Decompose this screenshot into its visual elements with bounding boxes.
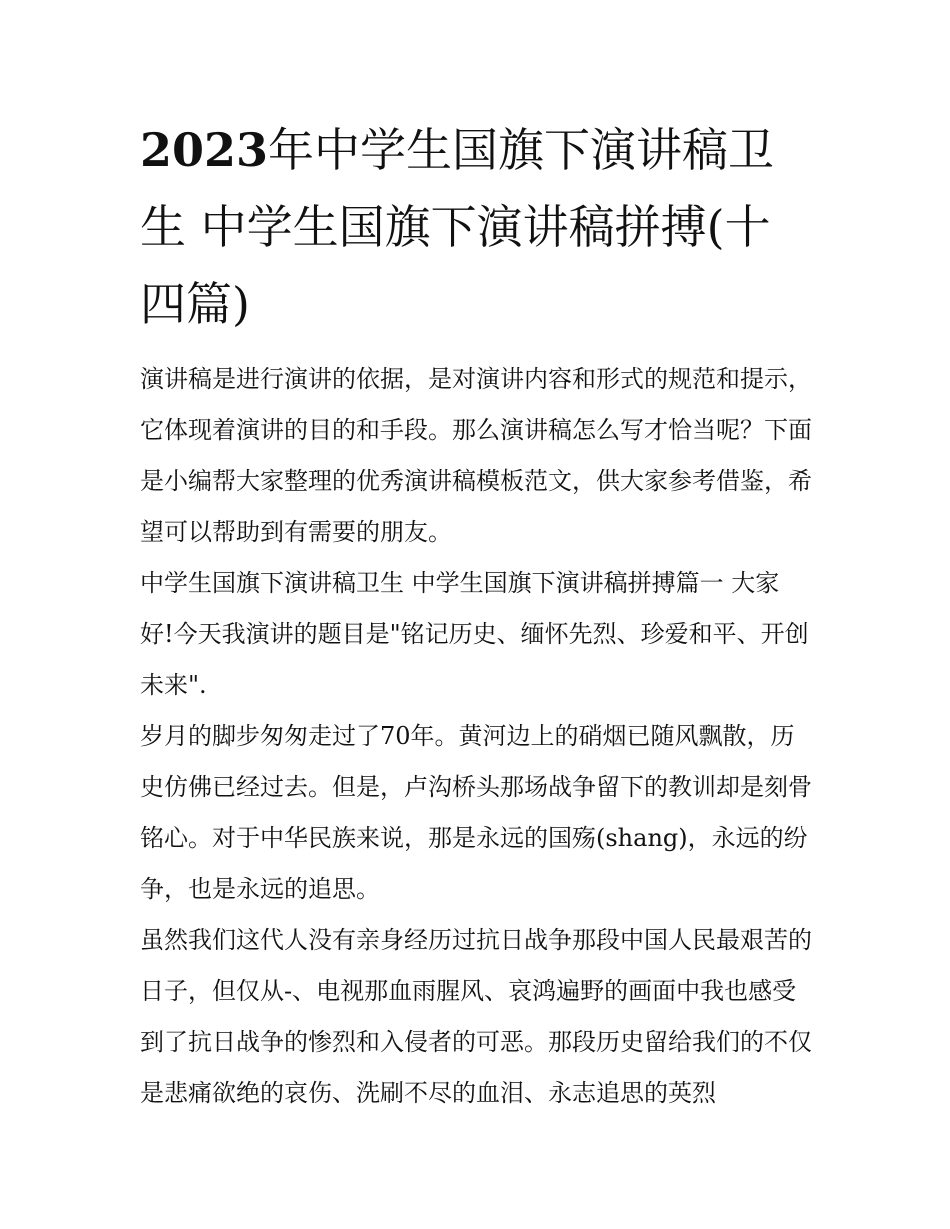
- document-body: [140, 112, 812, 1119]
- paragraph-war: 虽然我们这代人没有亲身经历过抗日战争那段中国人民最艰苦的日子，但仅从-、电视那血雨腥风、哀鸿遍野的画面中我也感受到了抗日战争的惨烈和入侵者的可恶。那段历史留给我们的不仅是悲痛欲绝的哀伤、洗刷不尽的血泪、永志追思的英烈: [140, 926, 812, 1107]
- paragraph-intro: 演讲稿是进行演讲的依据，是对演讲内容和形式的规范和提示，它体现着演讲的目的和手段。那么演讲稿怎么写才恰当呢？下面是小编帮大家整理的优秀演讲稿模板范文，供大家参考借鉴，希望可以帮助到有需要的朋友。: [140, 365, 812, 546]
- title-text: 年中学生国旗下演讲稿卫生 中学生国旗下演讲稿拼搏(十四篇): [140, 123, 775, 331]
- paragraph-opening: 中学生国旗下演讲稿卫生 中学生国旗下演讲稿拼搏篇一 大家好!今天我演讲的题目是"铭记历史、缅怀先烈、珍爱和平、开创未来".: [140, 569, 809, 699]
- title-year: 2023: [140, 123, 269, 177]
- document-title: [140, 112, 812, 343]
- paragraph-history: 岁月的脚步匆匆走过了70年。黄河边上的硝烟已随风飘散，历史仿佛已经过去。但是，卢沟桥头那场战争留下的教训却是刻骨铭心。对于中华民族来说，那是永远的国殇(shang)，永远的纷争，也是永远的追思。: [140, 722, 812, 903]
